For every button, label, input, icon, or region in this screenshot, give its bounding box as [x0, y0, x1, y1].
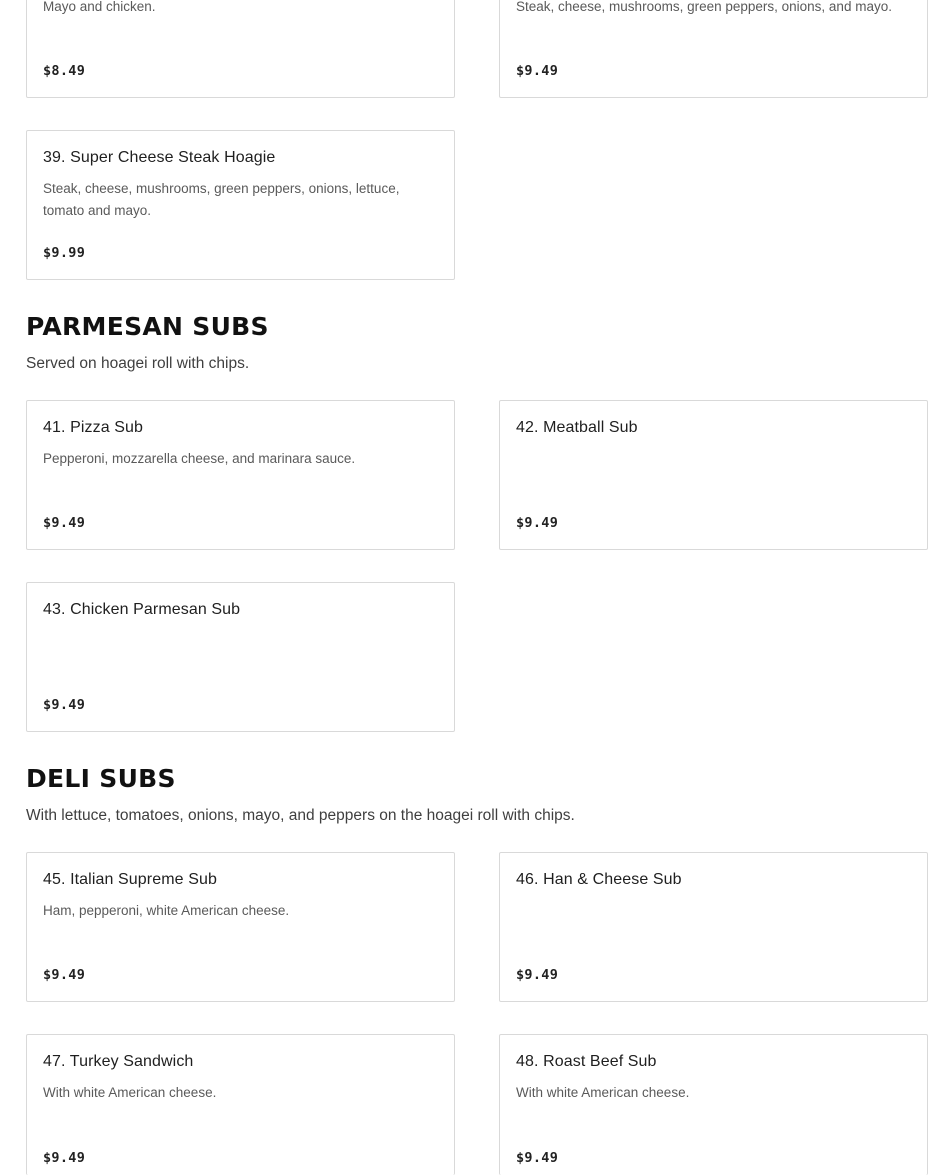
section-title-deli-subs: DELI SUBS [26, 764, 176, 793]
section-title-parmesan-subs: PARMESAN SUBS [26, 312, 269, 341]
section-subtitle: Served on hoagei roll with chips. [26, 355, 250, 372]
menu-item-description: Ham, pepperoni, white American cheese. [43, 903, 290, 918]
menu-item-price: $8.49 [43, 63, 86, 79]
menu-item-name: 42. Meatball Sub [516, 419, 638, 436]
menu-item-card[interactable] [26, 400, 455, 550]
menu-item-description: Pepperoni, mozzarella cheese, and marinara sauce. [43, 451, 356, 466]
menu-item-description: Steak, cheese, mushrooms, green peppers, onions, lettuce, tomato and mayo. [43, 181, 400, 218]
menu-item-card[interactable] [499, 400, 928, 550]
menu-item-name: 46. Han & Cheese Sub [516, 871, 682, 888]
menu-item-price: $9.49 [43, 697, 86, 713]
menu-item-card[interactable] [26, 582, 455, 732]
menu-item-name: 45. Italian Supreme Sub [43, 871, 217, 888]
menu-item-description: With white American cheese. [43, 1085, 217, 1100]
menu-item-card[interactable] [26, 0, 455, 98]
menu-item-name: 43. Chicken Parmesan Sub [43, 601, 241, 618]
menu-item-price: $9.49 [43, 967, 86, 983]
menu-item-price: $9.99 [43, 245, 86, 261]
menu-item-price: $9.49 [516, 1150, 559, 1166]
menu-item-name: 48. Roast Beef Sub [516, 1053, 657, 1070]
section-subtitle: With lettuce, tomatoes, onions, mayo, and peppers on the hoagei roll with chips. [26, 807, 575, 824]
menu-item-description: Mayo and chicken. [43, 0, 156, 14]
menu-item-price: $9.49 [43, 515, 86, 531]
menu-item-description: Steak, cheese, mushrooms, green peppers, onions, and mayo. [516, 0, 892, 14]
menu-item-card[interactable] [26, 852, 455, 1002]
menu-item-name: 39. Super Cheese Steak Hoagie [43, 149, 276, 166]
menu-item-card[interactable] [499, 1034, 928, 1175]
menu-item-price: $9.49 [516, 515, 559, 531]
menu-item-card[interactable] [26, 1034, 455, 1175]
menu-item-card[interactable] [499, 852, 928, 1002]
menu-item-name: 47. Turkey Sandwich [43, 1053, 194, 1070]
menu-item-price: $9.49 [43, 1150, 86, 1166]
menu-item-card[interactable] [499, 0, 928, 98]
menu-item-price: $9.49 [516, 63, 559, 79]
menu-item-price: $9.49 [516, 967, 559, 983]
menu-item-card[interactable] [26, 130, 455, 280]
menu-item-name: 41. Pizza Sub [43, 419, 144, 436]
menu-item-description: With white American cheese. [516, 1085, 690, 1100]
